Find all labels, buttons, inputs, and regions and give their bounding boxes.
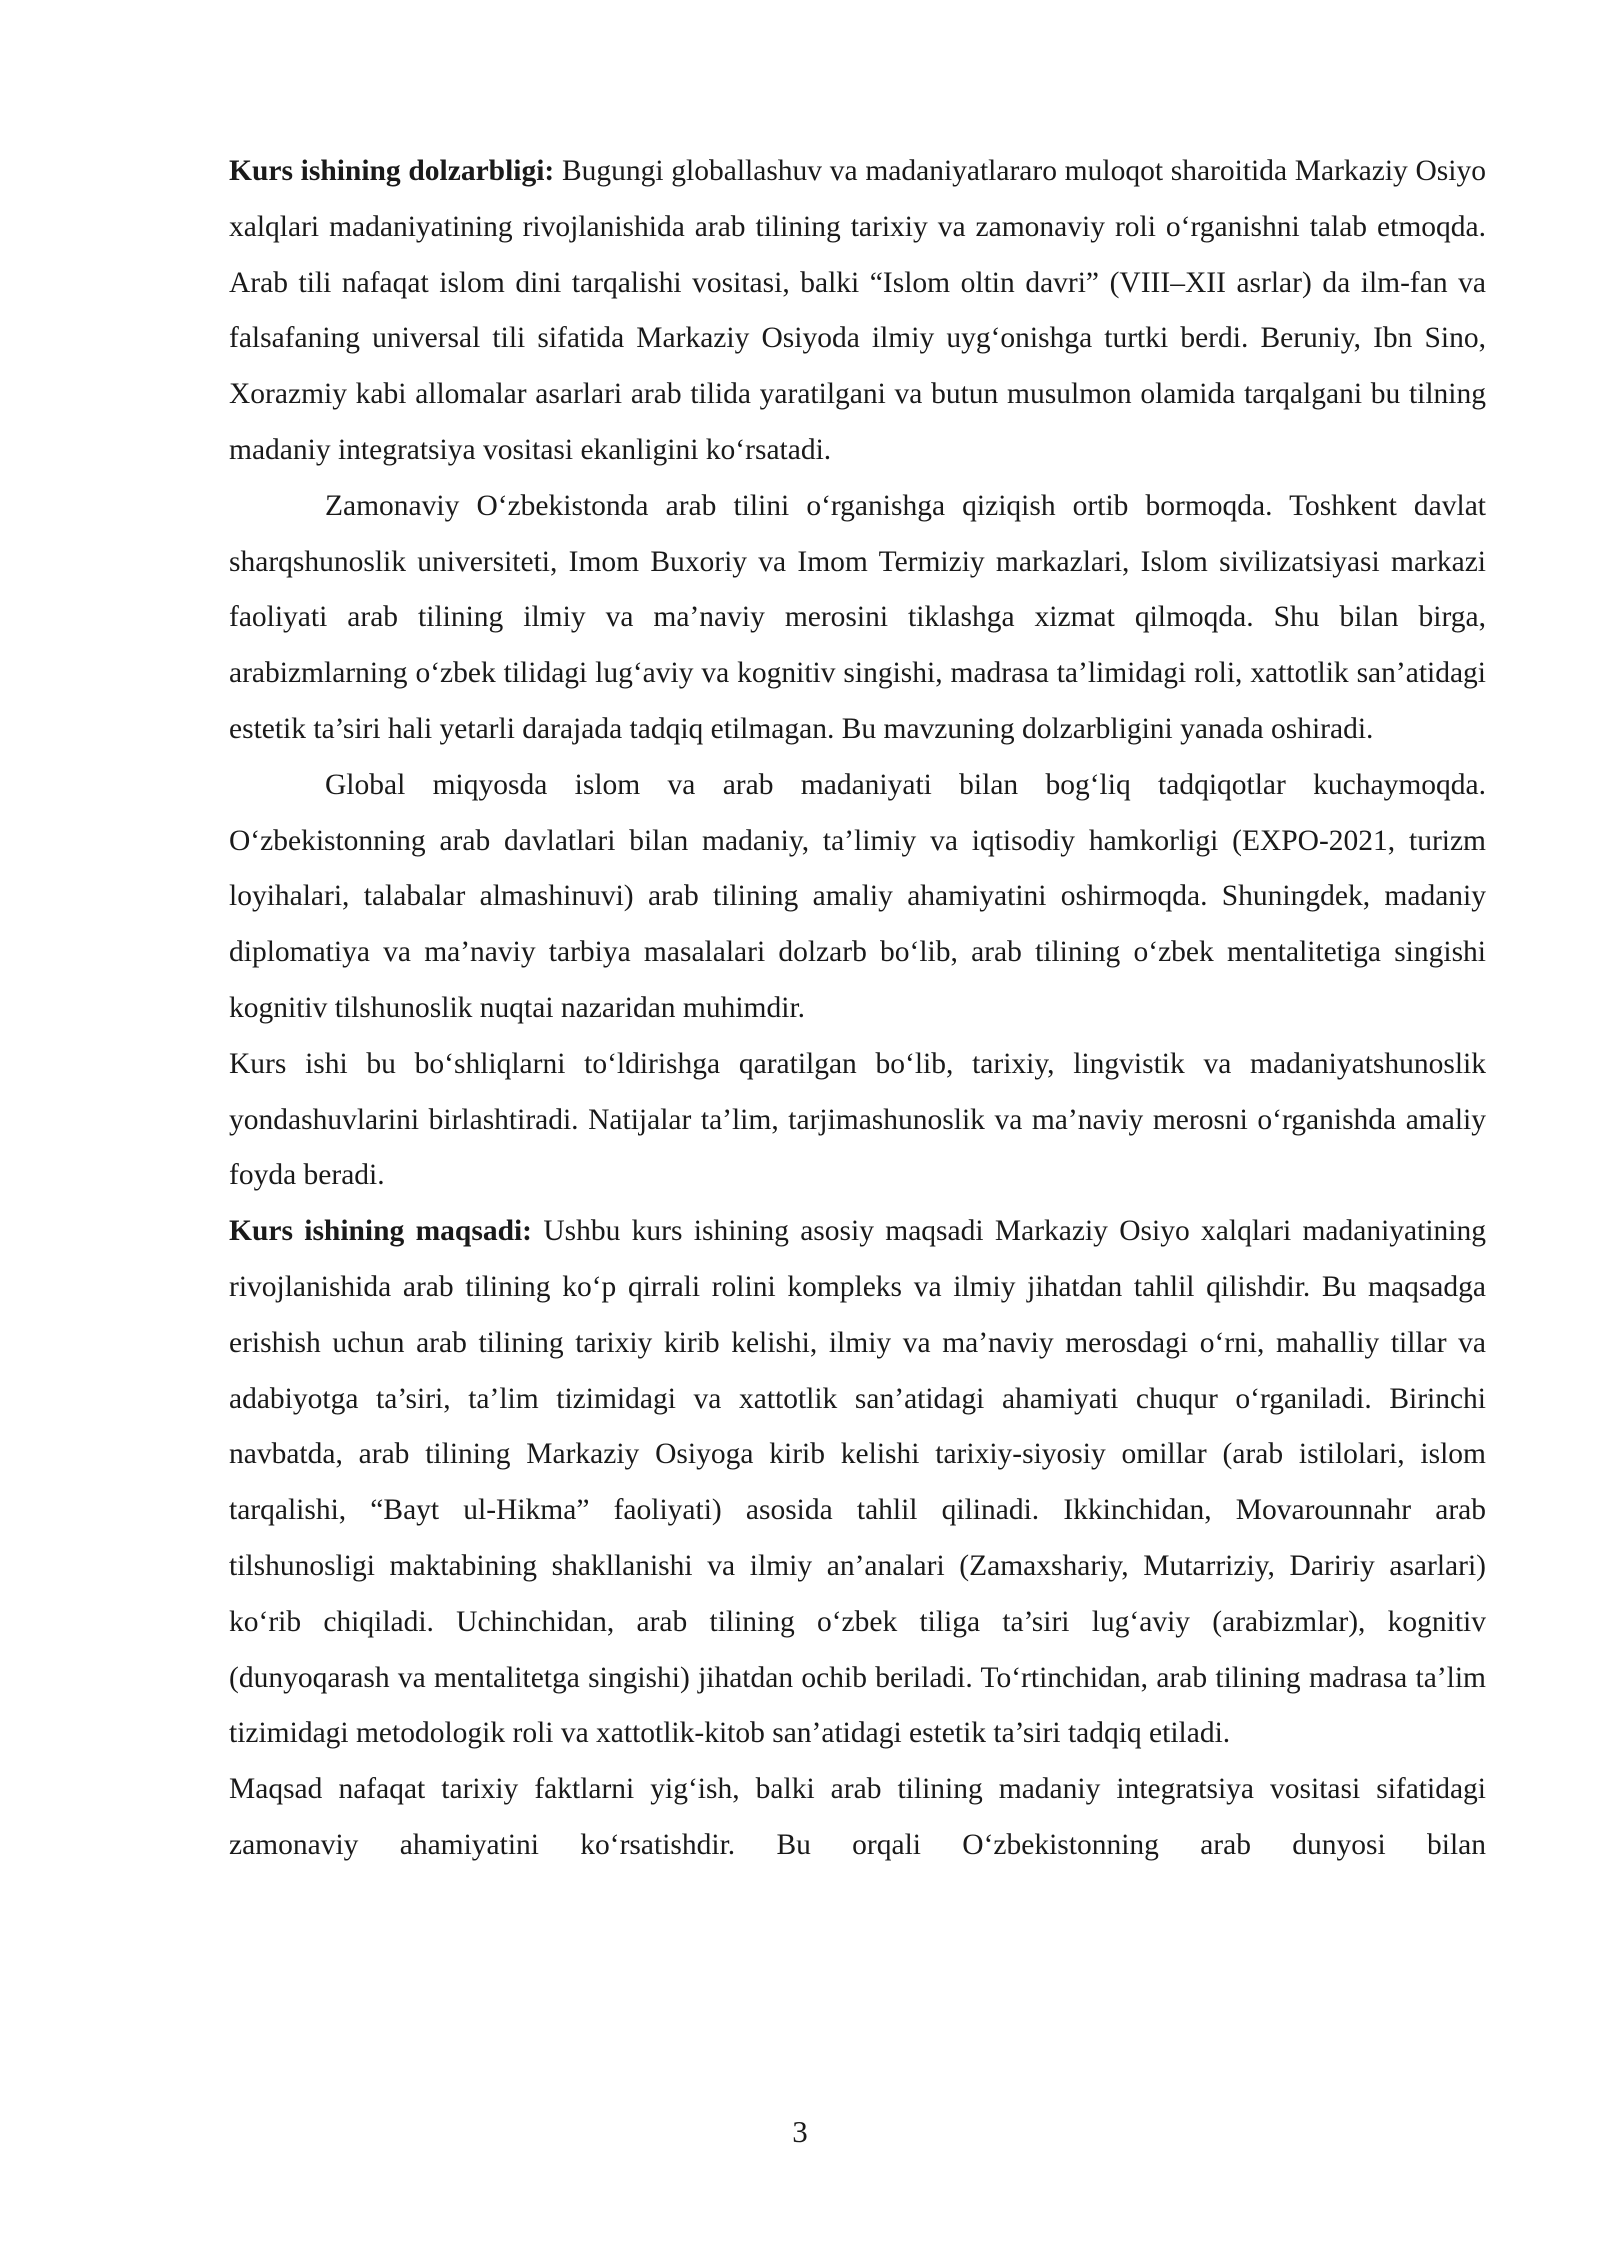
paragraph-text: Ushbu kurs ishining asosiy maqsadi Markaziy Osiyo xalqlari madaniyatining rivojlanishida arab tilining ko‘p qirrali rolini kompleks va ilmiy jihatdan tahlil qilishdir. Bu maqsadga erishish uchun arab tilining tarixiy kirib kelishi, ilmiy va ma’naviy merosdagi o‘rni, mahalliy tillar va adabiyotga ta’siri, ta’lim tizimidagi va xattotlik san’atidagi ahamiyati chuqur o‘rganiladi. Birinchi navbatda, arab tilining Markaziy Osiyoga kirib kelishi tarixiy-siyosiy omillar (arab istilolari, islom tarqalishi, “Bayt ul-Hikma” faoliyati) asosida tahlil qilinadi. Ikkinchidan, Movarounnahr arab tilshunosligi maktabining shakllanishi va ilmiy an’analari (Zamaxshariy, Mutarriziy, Daririy asarlari) ko‘rib chiqiladi. Uchinchidan, arab tilining o‘zbek tiliga ta’siri lug‘aviy (arabizmlar), kognitiv (dunyoqarash va mentalitetga singishi) jihatdan ochib beriladi. To‘rtinchidan, arab tilining madrasa ta’lim tizimidagi metodologik roli va xattotlik-kitob san’atidagi estetik ta’siri tadqiq etiladi. bbox=[229, 1215, 1486, 1750]
paragraph-goal-continued bbox=[229, 1762, 1486, 1874]
heading-purpose: Kurs ishining maqsadi: bbox=[229, 1215, 532, 1248]
paragraph-global-research bbox=[229, 758, 1486, 1037]
paragraph-text: Bugungi globallashuv va madaniyatlararo muloqot sharoitida Markaziy Osiyo xalqlari madaniyatining rivojlanishida arab tilining tarixiy va zamonaviy roli o‘rganishni talab etmoqda. Arab tili nafaqat islom dini tarqalishi vositasi, balki “Islom oltin davri” (VIII–XII asrlar) da ilm-fan va falsafaning universal tili sifatida Markaziy Osiyoda ilmiy uyg‘onishga turtki berdi. Beruniy, Ibn Sino, Xorazmiy kabi allomalar asarlari arab tilida yaratilgani va butun musulmon olamida tarqalgani bu tilning madaniy integratsiya vositasi ekanligini ko‘rsatadi. bbox=[229, 155, 1486, 466]
paragraph-course-gaps bbox=[229, 1037, 1486, 1204]
paragraph-text: Maqsad nafaqat tarixiy faktlarni yig‘ish, balki arab tilining madaniy integratsiya vositasi sifatidagi zamonaviy ahamiyatini ko‘rsatishdir. Bu orqali O‘zbekistonning arab dunyosi bilan bbox=[229, 1773, 1486, 1861]
paragraph-purpose bbox=[229, 1204, 1486, 1762]
page-body bbox=[229, 144, 1486, 1874]
heading-relevance: Kurs ishining dolzarbligi: bbox=[229, 155, 555, 187]
paragraph-text: Zamonaviy O‘zbekistonda arab tilini o‘rganishga qiziqish ortib bormoqda. Toshkent davlat sharqshunoslik universiteti, Imom Buxoriy va Imom Termiziy markazlari, Islom sivilizatsiyasi markazi faoliyati arab tilining ilmiy va ma’naviy merosini tiklashga xizmat qilmoqda. Shu bilan birga, arabizmlarning o‘zbek tilidagi lug‘aviy va kognitiv singishi, madrasa ta’limidagi roli, xattotlik san’atidagi estetik ta’siri hali yetarli darajada tadqiq etilmagan. Bu mavzuning dolzarbligini yanada oshiradi. bbox=[229, 489, 1486, 745]
paragraph-relevance bbox=[229, 144, 1486, 479]
paragraph-text: Kurs ishi bu bo‘shliqlarni to‘ldirishga qaratilgan bo‘lib, tarixiy, lingvistik va madaniyatshunoslik yondashuvlarini birlashtiradi. Natijalar ta’lim, tarjimashunoslik va ma’naviy merosni o‘rganishda amaliy foyda beradi. bbox=[229, 1047, 1486, 1192]
paragraph-text: Global miqyosda islom va arab madaniyati bilan bog‘liq tadqiqotlar kuchaymoqda. O‘zbekistonning arab davlatlari bilan madaniy, ta’limiy va iqtisodiy hamkorligi (EXPO-2021, turizm loyihalari, talabalar almashinuvi) arab tilining amaliy ahamiyatini oshirmoqda. Shuningdek, madaniy diplomatiya va ma’naviy tarbiya masalalari dolzarb bo‘lib, arab tilining o‘zbek mentalitetiga singishi kognitiv tilshunoslik nuqtai nazaridan muhimdir. bbox=[229, 768, 1486, 1024]
paragraph-modern-uzbekistan bbox=[229, 479, 1486, 758]
page-number: 3 bbox=[792, 2114, 808, 2149]
